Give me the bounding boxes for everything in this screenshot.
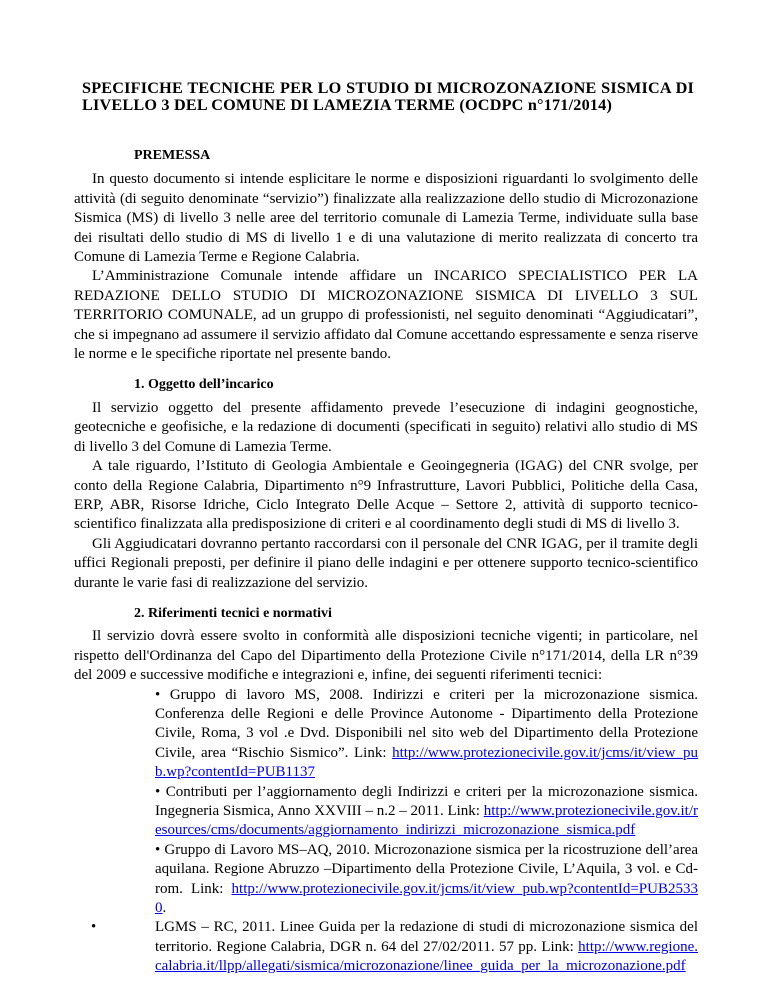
- bullet-marker: •: [91, 919, 97, 936]
- paragraph: Il servizio dovrà essere svolto in conformità alle disposizioni tecniche vigenti; in particolare, nel rispetto dell'Ordinanza del Capo del Dipartimento della Protezione Civile n°171/2014, della LR n°39 del 2009 e successive modifiche e integrazioni e, infine, dei seguenti riferimenti tecnici:: [74, 628, 698, 684]
- section-heading-riferimenti: 2. Riferimenti tecnici e normativi: [134, 605, 332, 621]
- paragraph: L’Amministrazione Comunale intende affidare un INCARICO SPECIALISTICO PER LA REDAZIONE DELLO STUDIO DI MICROZONAZIONE SISMICA DI LIVELLO 3 SUL TERRITORIO COMUNALE, ad un gruppo di professionisti, nel seguito denominati “Aggiudicatari”, che si impegnano ad assumere il servizio affidato dal Comune accettando espressamente e senza riserve le norme e le specifiche riportate nel presente bando.: [74, 268, 698, 363]
- paragraph: Gli Aggiudicatari dovranno pertanto raccordarsi con il personale del CNR IGAG, per il tramite degli uffici Regionali preposti, per definire il piano delle indagini e per ottenere supporto tecnico-scientifico durante le varie fasi di realizzazione del servizio.: [74, 535, 698, 591]
- reference-item: [155, 686, 698, 783]
- paragraph: In questo documento si intende esplicitare le norme e disposizioni riguardanti lo svolgimento delle attività (di seguito denominate “servizio”) finalizzate alla realizzazione dello studio di Microzonazione Sismica (MS) di livello 3 nelle aree del territorio comunale di Lamezia Terme, individuate sulla base dei risultati dello studio di MS di livello 1 e di una valutazione di merito realizzata di concerto tra Comune di Lamezia Terme e Regione Calabria.: [74, 171, 698, 266]
- references-list: [74, 686, 698, 977]
- reference-text: • Gruppo di Lavoro MS–AQ, 2010. Microzonazione sismica per la ricostruzione dell’area aquilana. Regione Abruzzo –Dipartimento della Protezione Civile, L’Aquila, 3 vol. e Cd-rom. Link:: [155, 841, 698, 897]
- reference-text: • Contributi per l’aggiornamento degli Indirizzi e criteri per la microzonazione sismica. Ingegneria Sismica, Anno XXVIII – n.2 – 2011. Link:: [155, 783, 698, 819]
- reference-after: .: [162, 900, 167, 917]
- document-body: [74, 146, 698, 977]
- reference-link[interactable]: http://www.protezionecivile.gov.it/jcms/it/view_pub.wp?contentId=PUB1137: [155, 744, 698, 781]
- section-heading-oggetto: 1. Oggetto dell’incarico: [134, 377, 274, 393]
- reference-item: [91, 918, 698, 976]
- reference-link[interactable]: http://www.regione.calabria.it/llpp/allegati/sismica/microzonazione/linee_guida_per_la_microzonazione.pdf: [155, 938, 698, 975]
- reference-text: LGMS – RC, 2011. Linee Guida per la redazione di studi di microzonazione sismica del territorio. Regione Calabria, DGR n. 64 del 27/02/2011. 57 pp. Link:: [155, 919, 698, 955]
- reference-item: [155, 841, 698, 919]
- paragraph: Il servizio oggetto del presente affidamento prevede l’esecuzione di indagini geognostiche, geotecniche e geofisiche, e la redazione di documenti (specificati in seguito) relativi allo studio di MS di livello 3 del Comune di Lamezia Terme.: [74, 399, 698, 455]
- reference-text: • Gruppo di lavoro MS, 2008. Indirizzi e criteri per la microzonazione sismica. Conferenza delle Regioni e delle Province Autonome - Dipartimento della Protezione Civile, Roma, 3 vol .e Dvd. Disponibili nel sito web del Dipartimento della Protezione Civile, area “Rischio Sismico”. Link:: [155, 686, 698, 761]
- section-heading-premessa: PREMESSA: [134, 148, 211, 163]
- paragraph: A tale riguardo, l’Istituto di Geologia Ambientale e Geoingegneria (IGAG) del CNR svolge, per conto della Regione Calabria, Dipartimento n°9 Infrastrutture, Lavori Pubblici, Politiche della Casa, ERP, ABR, Risorse Idriche, Ciclo Integrato Delle Acque – Settore 2, attività di supporto tecnico-scientifico finalizzata alla predisposizione di criteri e al coordinamento degli studi di MS di livello 3.: [74, 458, 698, 533]
- reference-link[interactable]: http://www.protezionecivile.gov.it/resources/cms/documents/aggiornamento_indirizzi_microzonazione_sismica.pdf: [155, 803, 698, 839]
- document-title: SPECIFICHE TECNICHE PER LO STUDIO DI MICROZONAZIONE SISMICA DI LIVELLO 3 DEL COMUNE DI LAMEZIA TERME (OCDPC n°171/2014): [82, 79, 694, 114]
- reference-item: [155, 783, 698, 841]
- reference-link[interactable]: http://www.protezionecivile.gov.it/jcms/it/view_pub.wp?contentId=PUB25330: [155, 880, 698, 917]
